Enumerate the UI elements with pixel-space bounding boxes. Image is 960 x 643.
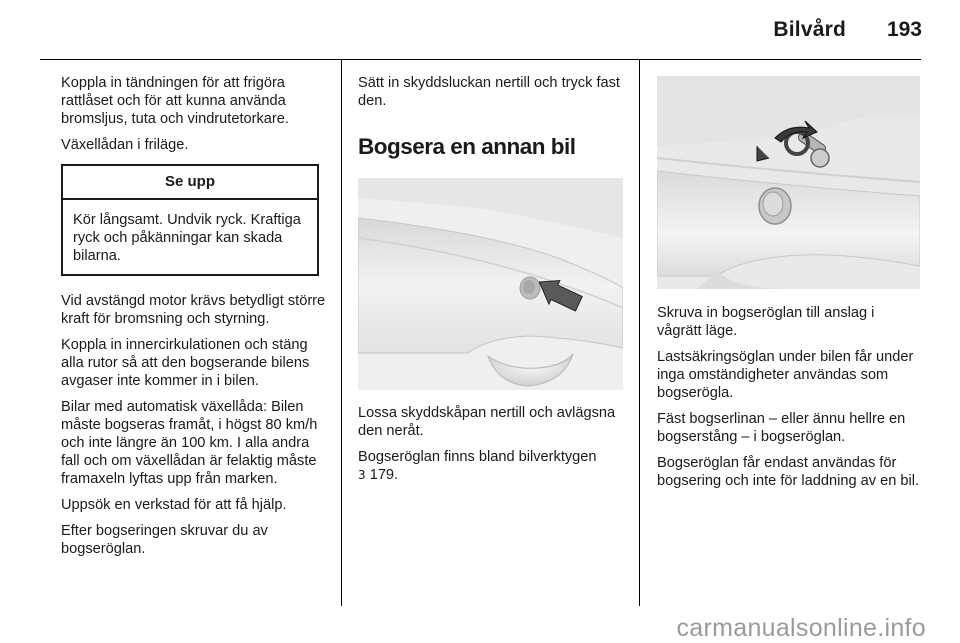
- page-header-title: Bilvård: [773, 18, 846, 41]
- caution-body: Kör långsamt. Undvik ryck. Kraftiga ryck och påkänningar kan skada bilarna.: [73, 212, 301, 264]
- paragraph-neutral: Växellådan i friläge.: [61, 137, 189, 153]
- paragraph-tools: [358, 448, 626, 484]
- section-heading: Bogsera en annan bil: [358, 134, 576, 159]
- column-3: [657, 74, 923, 498]
- caution-title: Se upp: [63, 166, 317, 200]
- paragraph-workshop: Uppsök en verkstad för att få hjälp.: [61, 497, 287, 513]
- column-1: [61, 74, 329, 566]
- paragraph-ignition: Koppla in tändningen för att frigöra rattlåset och för att kunna använda bromsljus, tuta och vindrutetorkare.: [61, 75, 289, 127]
- column-divider-1: [341, 60, 342, 606]
- column-2: [358, 74, 626, 492]
- page-number: 193: [886, 18, 922, 41]
- paragraph-insert-cover: Sätt in skyddsluckan nertill och tryck fast den.: [358, 75, 620, 109]
- header-rule: [40, 59, 921, 60]
- page-ref-arrow-icon: 3: [358, 468, 366, 482]
- paragraph-load-eye: Lastsäkringsöglan under bilen får under inga omständigheter användas som bogserögla.: [657, 349, 914, 401]
- caution-box: [61, 164, 319, 276]
- tow-eye-illustration: [657, 76, 920, 289]
- paragraph-remove-cover: Lossa skyddskåpan nertill och avlägsna den neråt.: [358, 405, 616, 439]
- rear-bumper-cover-illustration: [358, 178, 623, 390]
- paragraph-engine-off: Vid avstängd motor krävs betydligt större kraft för bromsning och styrning.: [61, 293, 326, 327]
- paragraph-unscrew: Efter bogseringen skruvar du av bogseröglan.: [61, 523, 268, 557]
- paragraph-screw-in: Skruva in bogseröglan till anslag i vågrätt läge.: [657, 305, 875, 339]
- paragraph-attach-rope: Fäst bogserlinan – eller ännu hellre en bogserstång – i bogseröglan.: [657, 411, 906, 445]
- paragraph-tools-text: Bogseröglan finns bland bilverktygen: [358, 449, 597, 465]
- column-divider-2: [639, 60, 640, 606]
- paragraph-usage: Bogseröglan får endast användas för bogsering och inte för laddning av en bil.: [657, 455, 920, 489]
- page-ref-link[interactable]: 179.: [369, 467, 399, 483]
- watermark: carmanualsonline.info: [676, 614, 926, 642]
- paragraph-automatic: Bilar med automatisk växellåda: Bilen måste bogseras framåt, i högst 80 km/h och inte längre än 100 km. I alla andra fall och om växellådan är felaktig måste framaxeln lyftas upp från marken.: [61, 399, 318, 487]
- paragraph-recirculation: Koppla in innercirkulationen och stäng alla rutor så att den bogserande bilens avgaser inte kommer in i bilen.: [61, 337, 310, 389]
